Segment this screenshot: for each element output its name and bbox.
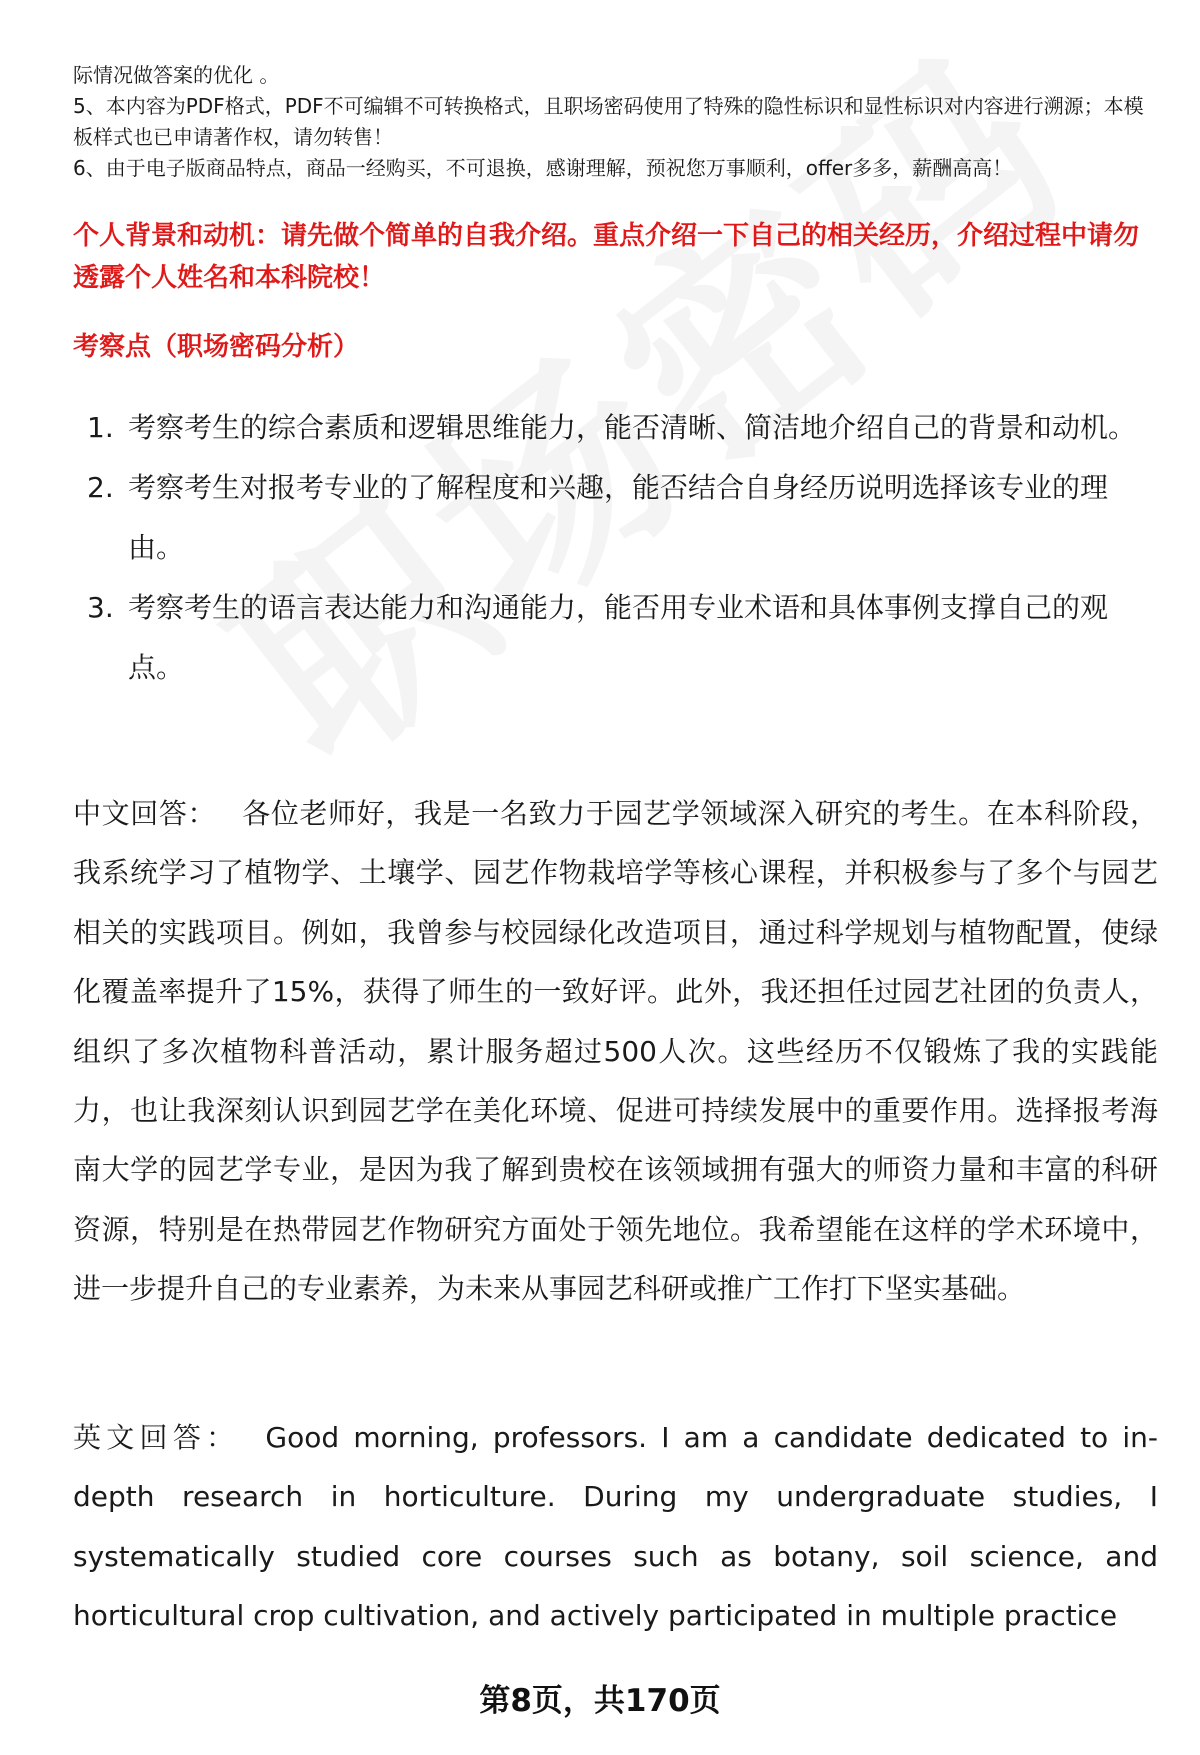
- key-points-title: 考察点（职场密码分析）: [73, 332, 360, 362]
- chinese-answer-label: 中文回答：: [73, 797, 217, 830]
- list-item: [73, 458, 1158, 578]
- note-line: 6、由于电子版商品特点，商品一经购买，不可退换，感谢理解，预祝您万事顺利，offer多多，薪酬高高！: [73, 156, 1013, 180]
- list-number: 2.: [87, 471, 114, 504]
- key-points-list: [73, 398, 1158, 698]
- list-item-text: 考察考生对报考专业的了解程度和兴趣，能否结合自身经历说明选择该专业的理由。: [128, 471, 1109, 564]
- list-number: 1.: [87, 411, 114, 444]
- note-line: 5、本内容为PDF格式，PDF不可编辑不可转换格式，且职场密码使用了特殊的隐性标识和显性标识对内容进行溯源；本模板样式也已申请著作权，请勿转售！: [73, 94, 1144, 149]
- note-line: 际情况做答案的优化 。: [73, 63, 280, 87]
- english-answer-label: 英文回答：: [73, 1421, 240, 1454]
- list-item-text: 考察考生的语言表达能力和沟通能力，能否用专业术语和具体事例支撑自己的观点。: [128, 591, 1109, 684]
- list-item: [73, 398, 1158, 458]
- page-footer: 第8页，共170页: [479, 1683, 721, 1719]
- notes-section: [73, 60, 1153, 184]
- chinese-answer: [73, 784, 1158, 1319]
- list-number: 3.: [87, 591, 114, 624]
- english-answer: [73, 1408, 1158, 1646]
- list-item: [73, 578, 1158, 698]
- question-title: 个人背景和动机：请先做个简单的自我介绍。重点介绍一下自己的相关经历，介绍过程中请勿透露个人姓名和本科院校！: [73, 221, 1140, 293]
- list-item-text: 考察考生的综合素质和逻辑思维能力，能否清晰、简洁地介绍自己的背景和动机。: [128, 411, 1137, 444]
- english-answer-text: Good morning, professors. I am a candidate dedicated to in-depth research in horticulture. During my undergraduate studies, I systematically studied core courses such as botany, soil science, and horticultural crop cultivation, and actively participated in multiple practice: [73, 1421, 1158, 1633]
- chinese-answer-text: 各位老师好，我是一名致力于园艺学领域深入研究的考生。在本科阶段，我系统学习了植物学、土壤学、园艺作物栽培学等核心课程，并积极参与了多个与园艺相关的实践项目。例如，我曾参与校园绿化改造项目，通过科学规划与植物配置，使绿化覆盖率提升了15%，获得了师生的一致好评。此外，我还担任过园艺社团的负责人，组织了多次植物科普活动，累计服务超过500人次。这些经历不仅锻炼了我的实践能力，也让我深刻认识到园艺学在美化环境、促进可持续发展中的重要作用。选择报考海南大学的园艺学专业，是因为我了解到贵校在该领域拥有强大的师资力量和丰富的科研资源，特别是在热带园艺作物研究方面处于领先地位。我希望能在这样的学术环境中，进一步提升自己的专业素养，为未来从事园艺科研或推广工作打下坚实基础。: [73, 797, 1158, 1306]
